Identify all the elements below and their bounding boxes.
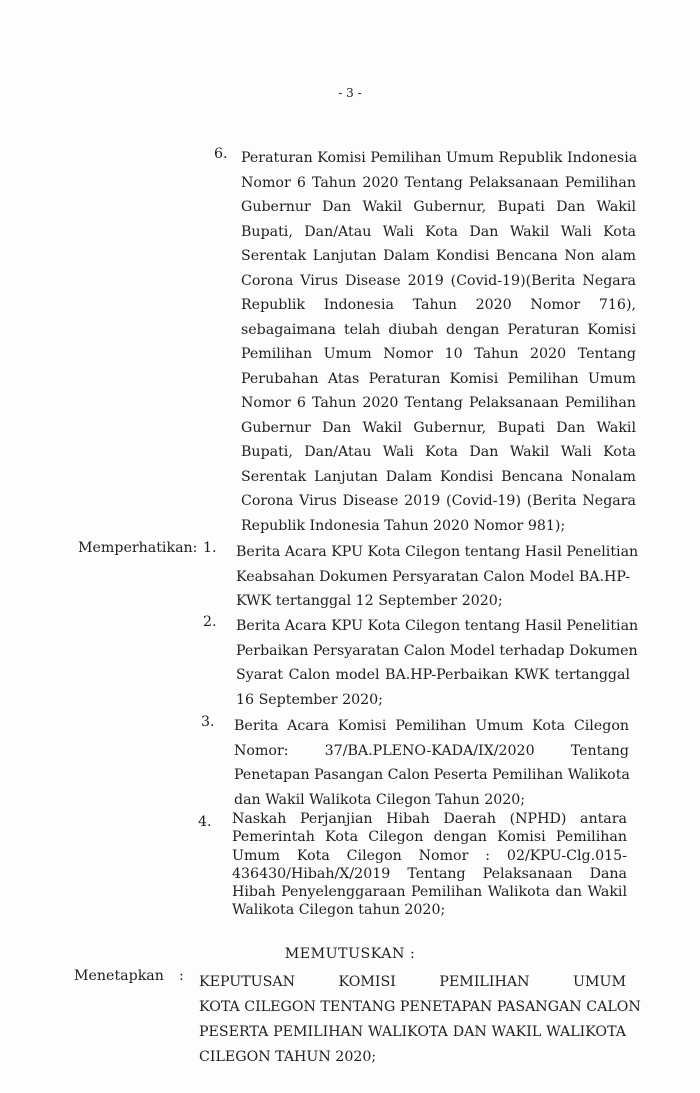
text-line: Hibah Penyelenggaraan Pemilihan Walikota dan Wakil [232, 884, 627, 901]
memperhatikan-item-4-number: 4. [198, 814, 212, 830]
text-line: Corona Virus Disease 2019 (Covid-19)(Berita Negara [241, 272, 636, 289]
text-line: 16 September 2020; [236, 691, 383, 708]
memperhatikan-item-1-number: 1. [203, 540, 217, 556]
text-line: Serentak Lanjutan Dalam Kondisi Bencana Nonalam [241, 468, 636, 485]
text-line: Umum Kota Cilegon Nomor : 02/KPU-Clg.015- [232, 847, 627, 864]
text-line: Gubernur Dan Wakil Gubernur, Bupati Dan Wakil [241, 199, 636, 215]
text-line: KEPUTUSAN KOMISI PEMILIHAN UMUM [199, 974, 626, 990]
text-line: Berita Acara KPU Kota Cilegon tentang Hasil Penelitian [236, 618, 639, 634]
page-number: - 3 - [338, 86, 362, 100]
text-line: Nomor 6 Tahun 2020 Tentang Pelaksanaan Pemilihan [241, 174, 636, 191]
text-line: dan Wakil Walikota Cilegon Tahun 2020; [234, 791, 526, 808]
text-line: Nomor 6 Tahun 2020 Tentang Pelaksanaan Pemilihan [241, 395, 636, 411]
item-6-number: 6. [214, 146, 228, 162]
memperhatikan-item-1-text [236, 540, 639, 614]
text-line: PESERTA PEMILIHAN WALIKOTA DAN WAKIL WALIKOTA [199, 1024, 626, 1040]
text-line: Berita Acara Komisi Pemilihan Umum Kota Cilegon [234, 718, 629, 734]
text-line: Walikota Cilegon tahun 2020; [232, 902, 446, 919]
text-line: Berita Acara KPU Kota Cilegon tentang Hasil Penelitian [236, 544, 639, 560]
text-line: KOTA CILEGON TENTANG PENETAPAN PASANGAN CALON [199, 999, 641, 1015]
text-line: Pemilihan Umum Nomor 10 Tahun 2020 Tentang [241, 346, 636, 362]
text-line: Republik Indonesia Tahun 2020 Nomor 981); [241, 517, 566, 534]
text-line: Penetapan Pasangan Calon Peserta Pemilihan Walikota [234, 767, 630, 783]
memperhatikan-item-2-number: 2. [203, 614, 217, 630]
text-line: Syarat Calon model BA.HP-Perbaikan KWK tertanggal [236, 667, 630, 683]
menetapkan-text [199, 970, 641, 1070]
memperhatikan-item-2-text [236, 614, 639, 712]
text-line: Peraturan Komisi Pemilihan Umum Republik Indonesia [241, 150, 638, 166]
text-line: Nomor: 37/BA.PLENO-KADA/IX/2020 Tentang [234, 742, 629, 759]
menetapkan-label: Menetapkan [74, 968, 164, 984]
memperhatikan-item-3-number: 3. [201, 714, 215, 730]
menetapkan-colon: : [179, 968, 184, 984]
text-line: Naskah Perjanjian Hibah Daerah (NPHD) antara [232, 811, 627, 827]
memutuskan-heading: MEMUTUSKAN : [284, 946, 416, 962]
text-line: Gubernur Dan Wakil Gubernur, Bupati Dan Wakil [241, 419, 636, 436]
text-line: Perubahan Atas Peraturan Komisi Pemilihan Umum [241, 370, 636, 387]
memperhatikan-item-3-text [234, 714, 629, 812]
memperhatikan-item-4-text [232, 810, 627, 920]
text-line: KWK tertanggal 12 September 2020; [236, 593, 503, 609]
text-line: Perbaikan Persyaratan Calon Model terhadap Dokumen [236, 642, 638, 659]
text-line: Bupati, Dan/Atau Wali Kota Dan Wakil Wali Kota [241, 223, 636, 240]
text-line: Serentak Lanjutan Dalam Kondisi Bencana Non alam [241, 248, 636, 264]
memperhatikan-label: Memperhatikan: [78, 540, 198, 556]
text-line: Pemerintah Kota Cilegon dengan Komisi Pemilihan [232, 829, 627, 846]
text-line: Bupati, Dan/Atau Wali Kota Dan Wakil Wali Kota [241, 444, 636, 460]
text-line: sebagaimana telah diubah dengan Peraturan Komisi [241, 321, 636, 338]
text-line: Keabsahan Dokumen Persyaratan Calon Model BA.HP- [236, 568, 630, 585]
text-line: Corona Virus Disease 2019 (Covid-19) (Berita Negara [241, 493, 636, 509]
text-line: CILEGON TAHUN 2020; [199, 1049, 377, 1065]
item-6-text [241, 146, 636, 538]
text-line: 436430/Hibah/X/2019 Tentang Pelaksanaan Dana [232, 865, 627, 882]
text-line: Republik Indonesia Tahun 2020 Nomor 716), [241, 297, 636, 313]
